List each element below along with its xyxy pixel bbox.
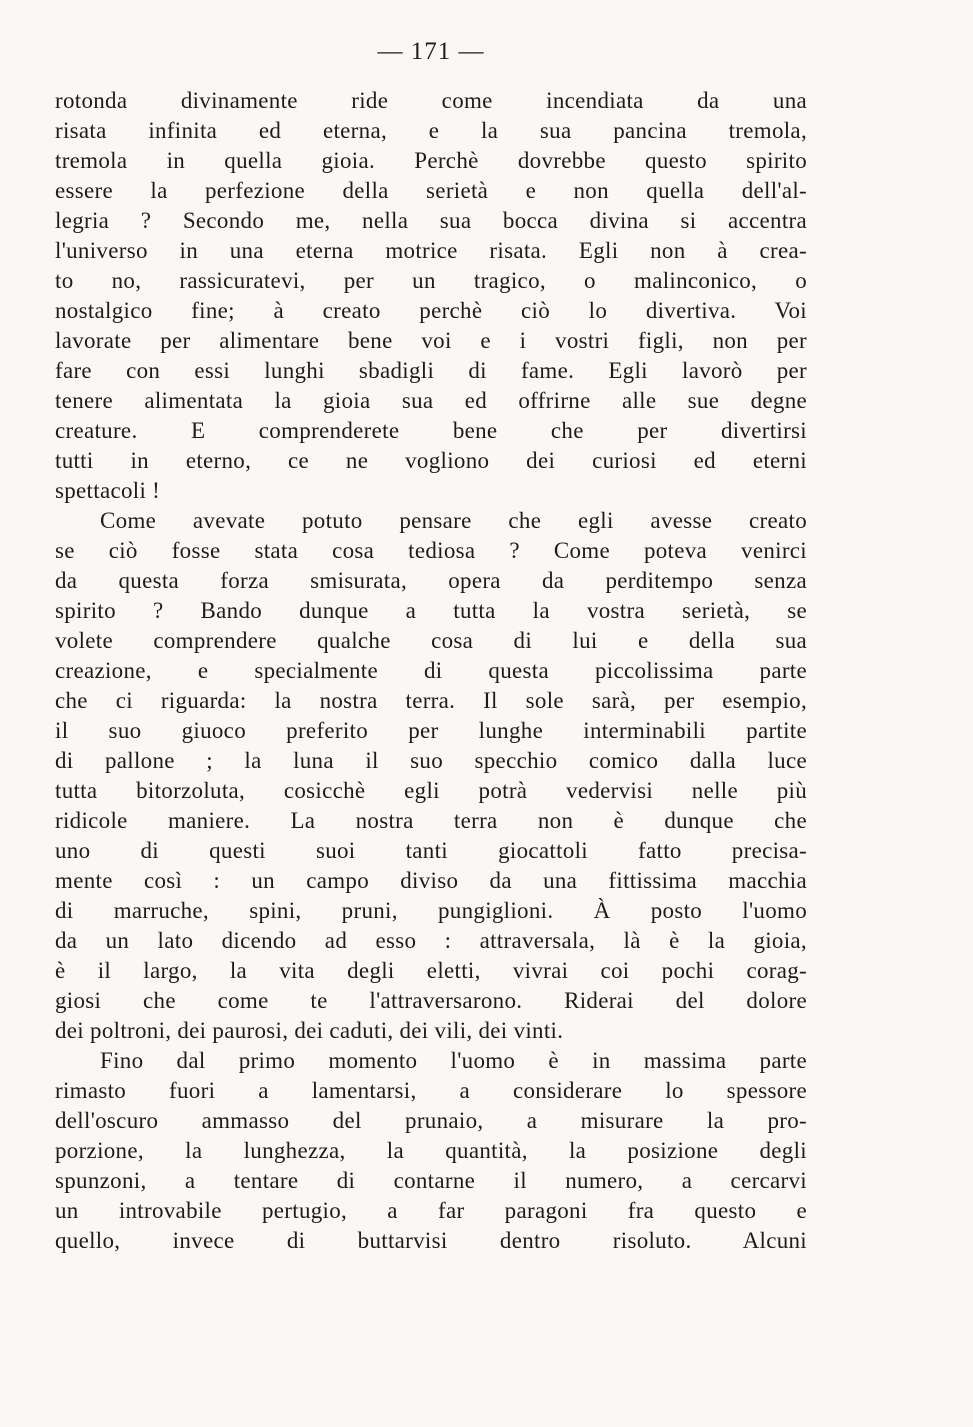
text-line: è il largo, la vita degli eletti, vivrai coi pochi corag- — [55, 958, 807, 983]
text-line: giosi che come te l'attraversarono. Riderai del dolore — [55, 988, 807, 1013]
text-line: porzione, la lunghezza, la quantità, la posizione degli — [55, 1138, 807, 1163]
paragraph — [55, 86, 807, 506]
text-line: dell'oscuro ammasso del prunaio, a misurare la pro- — [55, 1108, 807, 1133]
text-line: da questa forza smisurata, opera da perditempo senza — [55, 568, 807, 593]
text-line: il suo giuoco preferito per lunghe interminabili partite — [55, 718, 807, 743]
text-line: legria ? Secondo me, nella sua bocca divina si accentra — [55, 208, 807, 233]
text-line: creazione, e specialmente di questa piccolissima parte — [55, 658, 807, 683]
text-line: spunzoni, a tentare di contarne il numero, a cercarvi — [55, 1168, 807, 1193]
text-line: di pallone ; la luna il suo specchio comico dalla luce — [55, 748, 807, 773]
text-line: rotonda divinamente ride come incendiata da una — [55, 88, 807, 113]
text-line: che ci riguarda: la nostra terra. Il sole sarà, per esempio, — [55, 688, 807, 713]
text-line: quello, invece di buttarvisi dentro risoluto. Alcuni — [55, 1228, 807, 1253]
text-line: volete comprendere qualche cosa di lui e della sua — [55, 628, 807, 653]
text-line: tutta bitorzoluta, cosicchè egli potrà vedervisi nelle più — [55, 778, 807, 803]
text-line: tutti in eterno, ce ne vogliono dei curiosi ed eterni — [55, 448, 807, 473]
text-line: to no, rassicuratevi, per un tragico, o malinconico, o — [55, 268, 807, 293]
text-line: spettacoli ! — [55, 478, 161, 503]
text-line: nostalgico fine; à creato perchè ciò lo divertiva. Voi — [55, 298, 807, 323]
paragraph — [55, 1046, 807, 1256]
text-line: spirito ? Bando dunque a tutta la vostra serietà, se — [55, 598, 807, 623]
text-line: tremola in quella gioia. Perchè dovrebbe questo spirito — [55, 148, 807, 173]
text-line: da un lato dicendo ad esso : attraversala, là è la gioia, — [55, 928, 807, 953]
text-line: un introvabile pertugio, a far paragoni fra questo e — [55, 1198, 807, 1223]
text-line: dei poltroni, dei paurosi, dei caduti, dei vili, dei vinti. — [55, 1018, 564, 1043]
text-line: creature. E comprenderete bene che per divertirsi — [55, 418, 807, 443]
text-line: risata infinita ed eterna, e la sua pancina tremola, — [55, 118, 807, 143]
text-line: l'universo in una eterna motrice risata. Egli non à crea- — [55, 238, 807, 263]
text-line: mente così : un campo diviso da una fittissima macchia — [55, 868, 807, 893]
paragraph — [55, 506, 807, 1046]
text-line: fare con essi lunghi sbadigli di fame. Egli lavorò per — [55, 358, 807, 383]
text-line: di marruche, spini, pruni, pungiglioni. À posto l'uomo — [55, 898, 807, 923]
text-line: rimasto fuori a lamentarsi, a considerare lo spessore — [55, 1078, 807, 1103]
text-line: se ciò fosse stata cosa tediosa ? Come poteva venirci — [55, 538, 807, 563]
text-line: essere la perfezione della serietà e non quella dell'al- — [55, 178, 807, 203]
text-line: lavorate per alimentare bene voi e i vostri figli, non per — [55, 328, 807, 353]
text-line: ridicole maniere. La nostra terra non è dunque che — [55, 808, 807, 833]
text-line: Fino dal primo momento l'uomo è in massima parte — [100, 1048, 807, 1073]
text-line: Come avevate potuto pensare che egli avesse creato — [100, 508, 807, 533]
text-block — [55, 86, 807, 1256]
text-line: uno di questi suoi tanti giocattoli fatto precisa- — [55, 838, 807, 863]
text-line: tenere alimentata la gioia sua ed offrirne alle sue degne — [55, 388, 807, 413]
page-number: — 171 — — [377, 38, 485, 65]
